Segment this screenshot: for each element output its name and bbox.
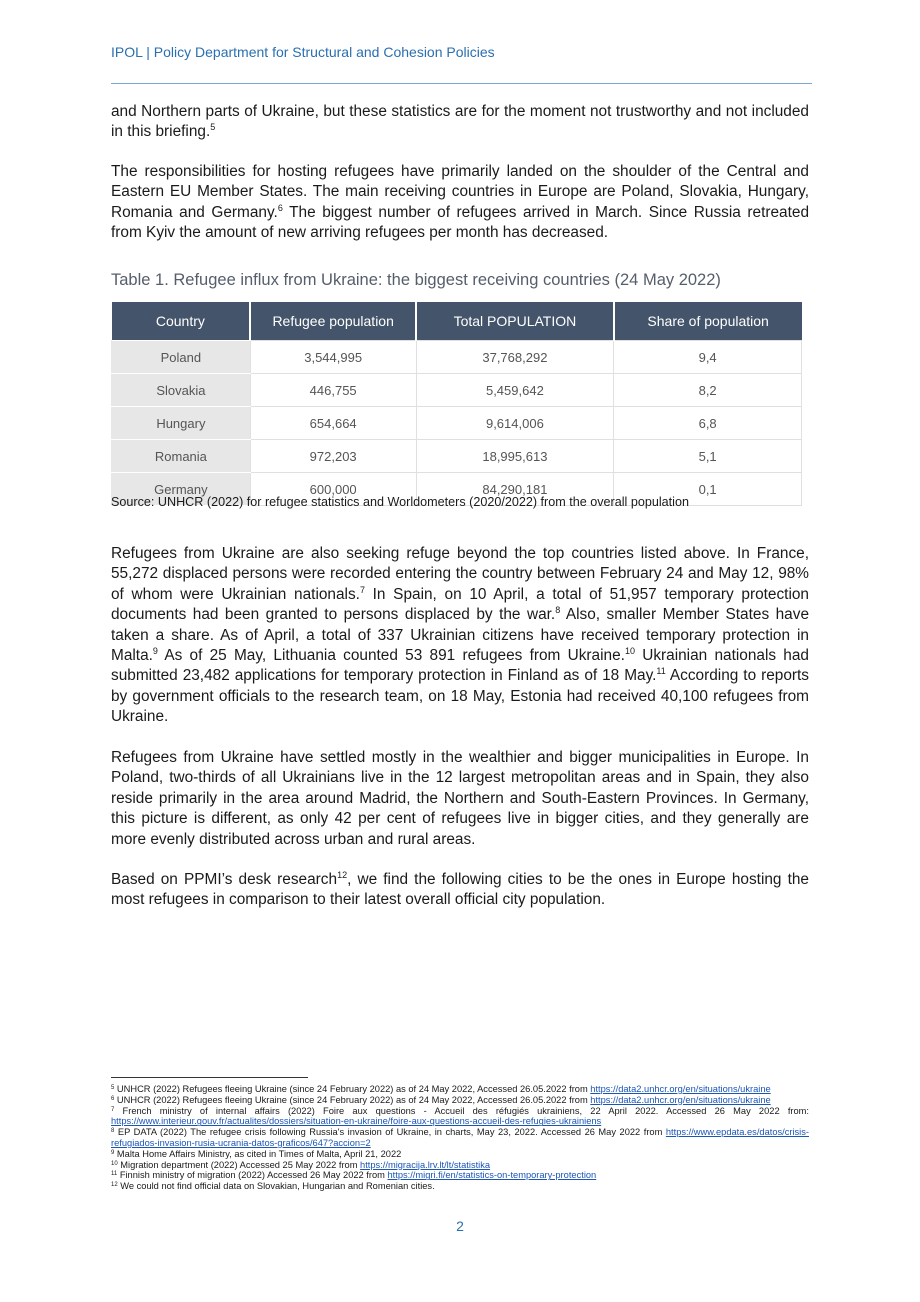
footnote-link[interactable]: https://data2.unhcr.org/en/situations/ukraine — [590, 1084, 771, 1094]
country-cell: Germany — [112, 473, 251, 506]
footnote-text: French ministry of internal affairs (2022) Foire aux questions - Accueil des réfugiés ukrainiens, 22 April 2022. Accessed 26 May 2022 from: — [114, 1105, 809, 1116]
paragraph-text: Refugees from Ukraine are also seeking refuge beyond the top countries listed above. In France, 55,272 displaced persons were recorded entering the country between February 24 and May 12, 98% of whom were Ukrainian nationals. — [111, 545, 809, 603]
footnote-text: Migration department (2022) Accessed 25 May 2022 from — [117, 1159, 361, 1170]
paragraph-desk-research — [111, 870, 809, 911]
table-row — [112, 440, 802, 473]
footnote-link[interactable]: https://migri.fi/en/statistics-on-temporary-protection — [387, 1170, 597, 1181]
share-cell: 8,2 — [614, 374, 802, 407]
country-cell: Slovakia — [112, 374, 251, 407]
footnote-text: EP DATA (2022) The refugee crisis following Russia's invasion of Ukraine, in charts, May 23, 2022. Accessed 26 May 2022 from — [114, 1127, 666, 1138]
table-header-row — [112, 302, 802, 341]
footnote-ref[interactable]: 8 — [555, 605, 561, 616]
paragraph-intro — [111, 102, 809, 143]
refugee-cell: 654,664 — [250, 407, 416, 440]
country-cell: Hungary — [112, 407, 251, 440]
footnotes — [111, 1084, 809, 1192]
paragraph-text: Also, smaller Member States have taken a share. As of April, a total of 337 Ukrainian citizens have received temporary protection in Malta. — [111, 606, 809, 665]
paragraph-beyond-top-countries — [111, 544, 809, 728]
table-row — [112, 341, 802, 374]
running-header: IPOL | Policy Department for Structural and Cohesion Policies — [111, 44, 495, 60]
footnote-ref[interactable]: 9 — [152, 645, 158, 656]
paragraph-text: According to reports by government officials to the research team, on 18 May, Estonia had received 40,100 refugees from Ukraine. — [111, 667, 809, 726]
footnote-number: 9 — [111, 1149, 115, 1156]
footnote-text: Malta Home Affairs Ministry, as cited in Times of Malta, April 21, 2022 — [114, 1148, 402, 1159]
footnote-link[interactable]: https://data2.unhcr.org/en/situations/ukraine — [590, 1094, 771, 1105]
population-cell: 9,614,006 — [416, 407, 614, 440]
footnote-ref[interactable]: 11 — [656, 666, 666, 677]
footnote — [111, 1106, 809, 1128]
table-row — [112, 374, 802, 407]
country-cell: Poland — [112, 341, 251, 374]
column-header: Country — [112, 302, 251, 341]
refugee-cell: 972,203 — [250, 440, 416, 473]
footnote-number: 11 — [111, 1171, 118, 1178]
refugee-cell: 3,544,995 — [250, 341, 416, 374]
column-header: Refugee population — [250, 302, 416, 341]
paragraph-text: Based on PPMI’s desk research — [111, 871, 338, 888]
refugee-cell: 600,000 — [250, 473, 416, 506]
paragraph-text: The biggest number of refugees arrived in March. Since Russia retreated from Kyiv the amount of new arriving refugees per month has decreased. — [111, 203, 809, 242]
refugee-cell: 446,755 — [250, 374, 416, 407]
table-source-note: Source: UNHCR (2022) for refugee statistics and Worldometers (2020/2022) from the overall population — [111, 495, 689, 509]
column-header: Share of population — [614, 302, 802, 341]
footnote-number: 7 — [111, 1106, 115, 1113]
paragraph-text: The responsibilities for hosting refugees have primarily landed on the shoulder of the Central and Eastern EU Member States. The main receiving countries in Europe are Poland, Slovakia, Hungary, Romania and Germany. — [111, 163, 809, 221]
paragraph-responsibilities — [111, 162, 809, 244]
footnote-number: 8 — [111, 1128, 115, 1135]
table-caption: Table 1. Refugee influx from Ukraine: the biggest receiving countries (24 May 2022) — [111, 271, 721, 289]
footnote — [111, 1170, 809, 1181]
footnote-ref[interactable]: 6 — [277, 202, 283, 213]
footnote-text: UNHCR (2022) Refugees fleeing Ukraine (since 24 February 2022) as of 24 May 2022, Accessed 26.05.2022 from — [114, 1084, 591, 1094]
paragraph-text: In Spain, on 10 April, a total of 51,957 temporary protection documents had been granted to persons displaced by the war. — [111, 585, 809, 624]
footnote — [111, 1160, 809, 1171]
footnote-ref[interactable]: 10 — [624, 645, 635, 656]
footnote — [111, 1127, 809, 1149]
footnote-ref[interactable]: 5 — [210, 122, 216, 133]
header-divider — [111, 83, 812, 84]
paragraph-settlement — [111, 748, 809, 850]
paragraph-text: Refugees from Ukraine have settled mostly in the wealthier and bigger municipalities in Europe. In Poland, two-thirds of all Ukrainians live in the 12 largest metropolitan areas and in Spain, they also reside primarily in the area around Madrid, the Northern and South-Eastern Provinces. In Germany, this picture is different, as only 42 per cent of refugees live in bigger cities, and they generally are more evenly distributed across urban and rural areas. — [111, 749, 809, 848]
footnote-ref[interactable]: 12 — [337, 869, 348, 880]
share-cell: 0,1 — [614, 473, 802, 506]
footnote-number: 6 — [111, 1095, 115, 1102]
country-cell: Romania — [112, 440, 251, 473]
footnote-ref[interactable]: 7 — [359, 584, 365, 595]
table-row — [112, 407, 802, 440]
population-cell: 5,459,642 — [416, 374, 614, 407]
footnote — [111, 1095, 809, 1106]
share-cell: 9,4 — [614, 341, 802, 374]
footnote-number: 12 — [111, 1182, 118, 1189]
column-header: Total POPULATION — [416, 302, 614, 341]
footnote — [111, 1084, 809, 1095]
footnote-text: Finnish ministry of migration (2022) Accessed 26 May 2022 from — [117, 1170, 388, 1181]
footnote — [111, 1149, 809, 1160]
footnote — [111, 1181, 809, 1192]
refugee-table — [111, 302, 802, 506]
population-cell: 84,290,181 — [416, 473, 614, 506]
population-cell: 18,995,613 — [416, 440, 614, 473]
footnote-link[interactable]: https://www.epdata.es/datos/crisis-refugiados-invasion-rusia-ucrania-datos-graficos/647?accion=2 — [111, 1127, 809, 1148]
population-cell: 37,768,292 — [416, 341, 614, 374]
share-cell: 5,1 — [614, 440, 802, 473]
page-number: 2 — [456, 1218, 464, 1234]
footnote-text: UNHCR (2022) Refugees fleeing Ukraine (since 24 February 2022) as of 24 May 2022, Accessed 26.05.2022 from — [114, 1094, 591, 1105]
paragraph-text: Ukrainian nationals had submitted 23,482 applications for temporary protection in Finland as of 18 May. — [111, 647, 809, 685]
share-cell: 6,8 — [614, 407, 802, 440]
footnote-text: We could not find official data on Slovakian, Hungarian and Romenian cities. — [117, 1181, 435, 1192]
footnote-number: 5 — [111, 1085, 115, 1091]
paragraph-text: As of 25 May, Lithuania counted 53 891 refugees from Ukraine. — [157, 647, 625, 665]
paragraph-text: , we find the following cities to be the ones in Europe hosting the most refugees in comparison to their latest overall official city population. — [111, 871, 809, 909]
footnote-number: 10 — [111, 1160, 118, 1167]
paragraph-text: and Northern parts of Ukraine, but these statistics are for the moment not trustworthy and not included in this briefing. — [111, 103, 809, 141]
footnote-link[interactable]: https://migracija.lrv.lt/lt/statistika — [360, 1159, 491, 1170]
footnote-divider — [111, 1077, 308, 1078]
footnote-link[interactable]: https://www.interieur.gouv.fr/actualites/dossiers/situation-en-ukraine/foire-aux-questions-accueil-des-refugies-ukrainiens — [111, 1116, 602, 1127]
